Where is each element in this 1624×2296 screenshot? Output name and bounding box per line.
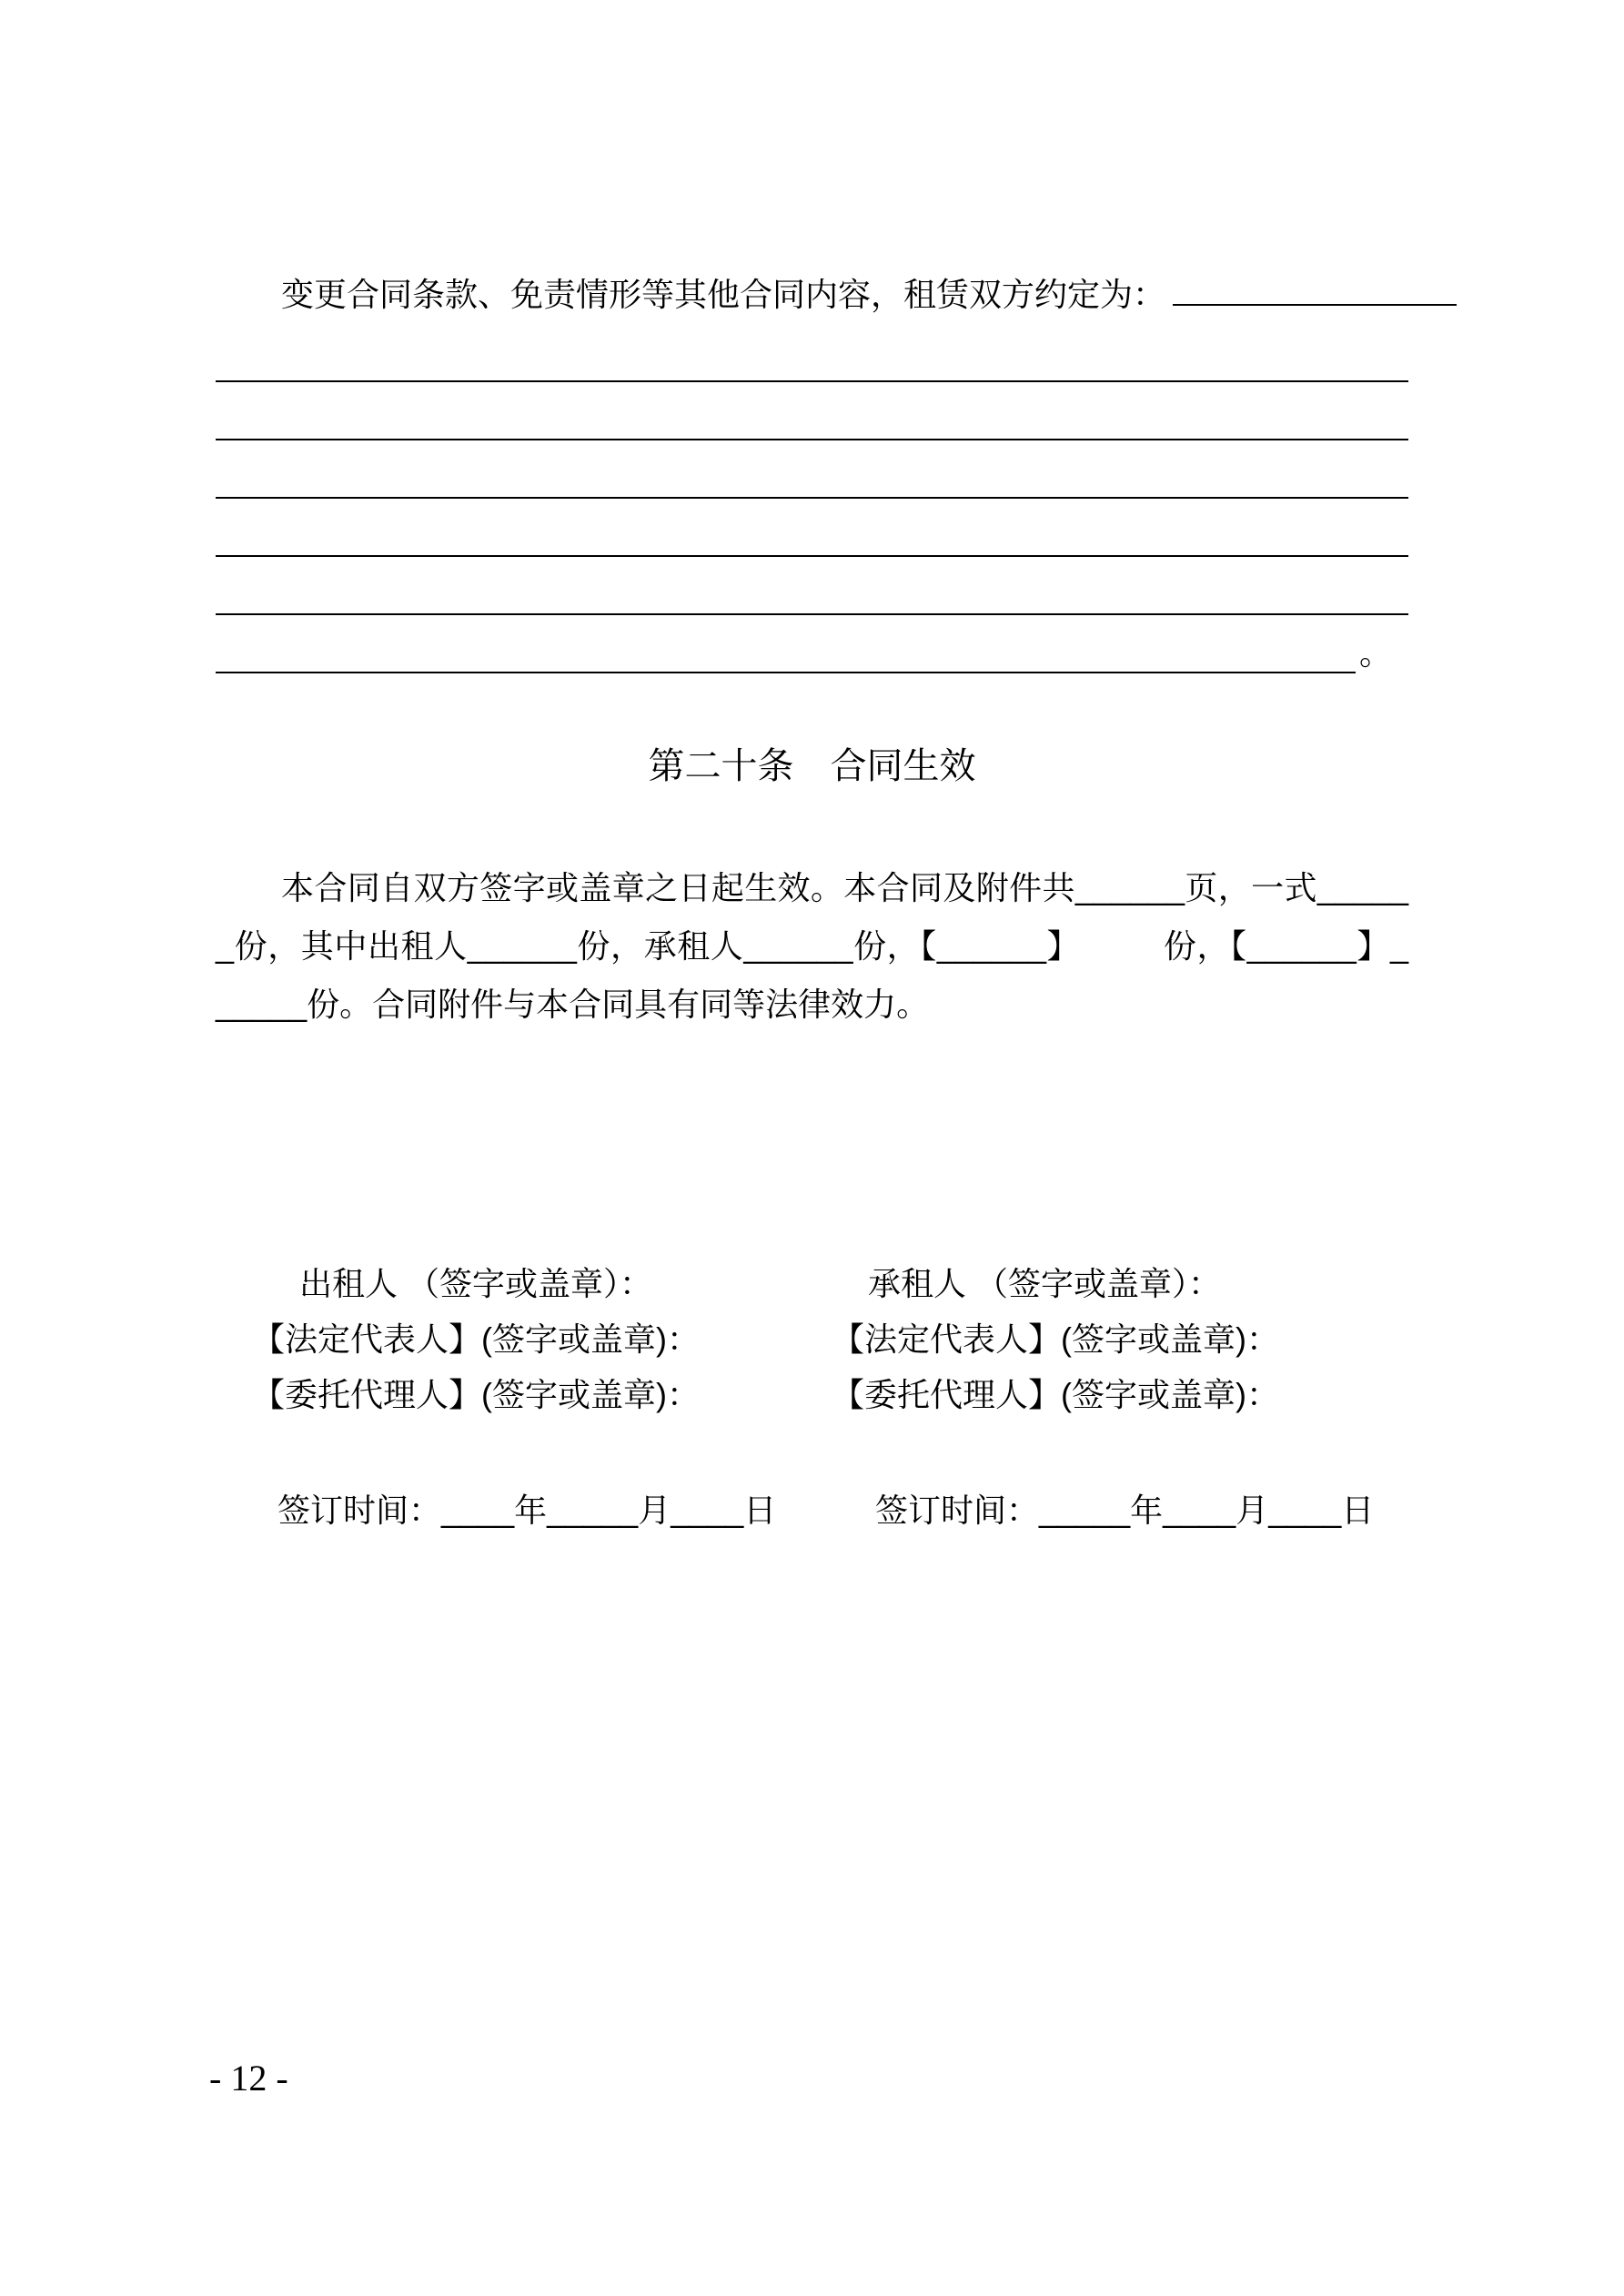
- lessee-entrusted-agent-label: 【委托代理人】(签字或盖章)：: [832, 1376, 1279, 1413]
- blank-line: [216, 382, 1408, 440]
- page-content: [216, 266, 1408, 1034]
- lessor-signature-label: 出租人 （签字或盖章）：: [299, 1265, 653, 1302]
- blank-line-last: [216, 615, 1408, 673]
- closing-period: 。: [1359, 634, 1393, 672]
- blank-line-rule: [216, 615, 1356, 673]
- signature-row-legal-representative: [252, 1311, 1471, 1367]
- lessor-legal-representative-label: 【法定代表人】(签字或盖章)：: [252, 1320, 700, 1358]
- article-heading: 第二十条 合同生效: [648, 745, 976, 786]
- lessee-sign-date: 签订时间：_____年____月____日: [875, 1492, 1375, 1529]
- amendment-clause-line: [216, 266, 1408, 324]
- signature-section: [252, 1256, 1471, 1538]
- blank-line: [216, 499, 1408, 557]
- signature-row-party: [252, 1256, 1471, 1311]
- lessee-legal-representative-label: 【法定代表人】(签字或盖章)：: [832, 1320, 1279, 1358]
- lessee-signature-label: 承租人 （签字或盖章）：: [868, 1265, 1222, 1302]
- page-number: - 12 -: [209, 2058, 288, 2099]
- blank-line: [216, 440, 1408, 499]
- amendment-clause-text: 变更合同条款、免责情形等其他合同内容，租赁双方约定为：: [281, 276, 1166, 313]
- lessor-entrusted-agent-label: 【委托代理人】(签字或盖章)：: [252, 1376, 700, 1413]
- blank-line: [216, 324, 1408, 382]
- amendment-blank-field: [1173, 268, 1457, 306]
- article-body: 本合同自双方签字或盖章之日起生效。本合同及附件共______页，一式______份，其中出租人______份，承租人______份，【______】 份，【______】______份。合同附件与本合同具有同等法律效力。: [216, 869, 1408, 1023]
- lessor-sign-date: 签订时间：____年_____月____日: [277, 1492, 777, 1529]
- signature-row-sign-date: [252, 1482, 1471, 1538]
- signature-row-entrusted-agent: [252, 1367, 1471, 1422]
- blank-line: [216, 557, 1408, 615]
